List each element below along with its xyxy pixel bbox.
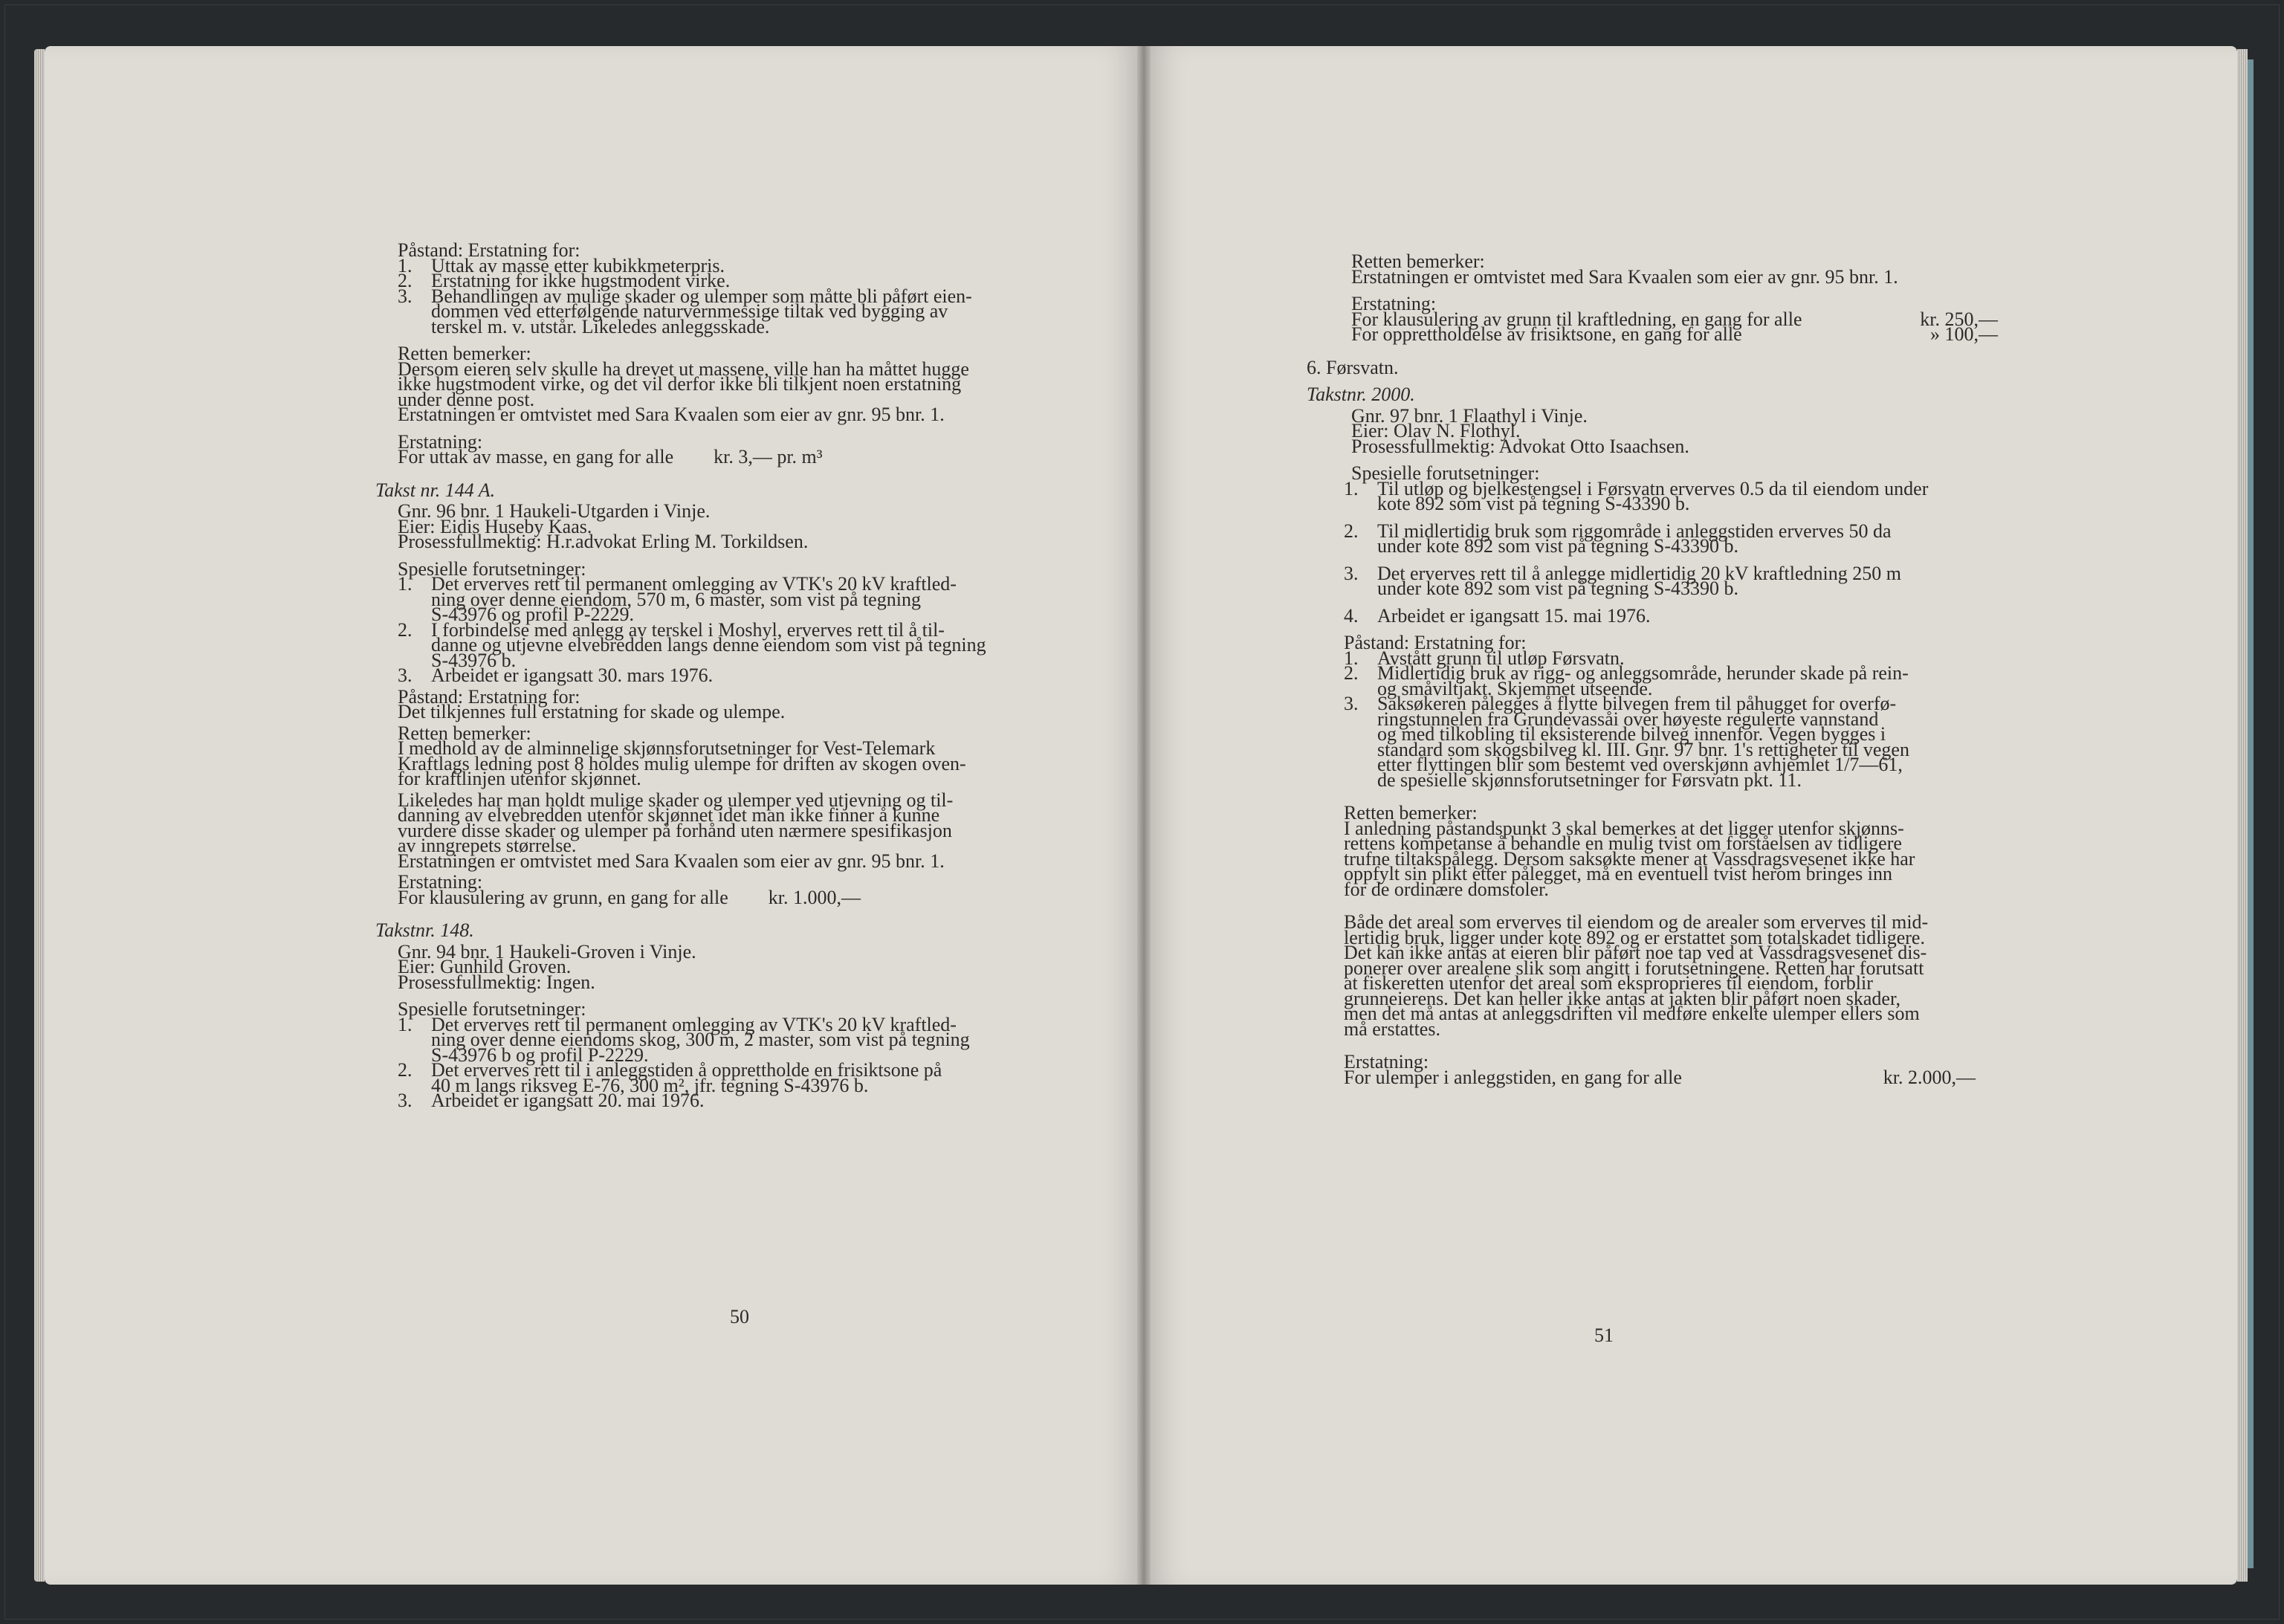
court-heading: Retten bemerker:: [1344, 802, 1478, 824]
claim-item: 3. Behandlingen av mulige skader og ulemper som måtte bli påført eien- dommen ved etterfølgende naturvernmessige tiltak ved bygging av terskel m. v. utstår. Likeledes anleggsskade.: [398, 285, 972, 337]
claim-heading: Påstand: Erstatning for:: [398, 685, 580, 708]
claim-heading: Påstand: Erstatning for:: [1344, 632, 1527, 653]
book-gutter: [1137, 46, 1151, 1585]
page-number: 51: [1594, 1324, 1614, 1346]
page-stack-right: [2237, 49, 2248, 1582]
condition-item: 2. Det erverves rett til i anleggstiden å opprettholde en frisiktsone på 40 m langs riksveg E-76, 300 m², jfr. tegning S-43976 b.: [398, 1059, 942, 1096]
condition-item: 1. Det erverves rett til permanent omlegging av VTK's 20 kV kraftled- ning over denne eiendoms skog, 300 m, 2 master, som vist på tegning S-43976 b og profil P-2229.: [398, 1013, 970, 1066]
compensation-heading: Erstatning:: [1344, 1051, 1429, 1073]
property-info: Gnr. 96 bnr. 1 Haukeli-Utgarden i Vinje. Eier: Eidis Huseby Kaas. Prosessfullmektig: H.r.advokat Erling M. Torkildsen.: [398, 500, 809, 552]
claim-list: [1344, 647, 2050, 791]
condition-item: 3. Arbeidet er igangsatt 20. mai 1976.: [398, 1090, 705, 1111]
court-heading: Retten bemerker:: [1351, 250, 1485, 272]
claim-item: 1. Avstått grunn til utløp Førsvatn.: [1344, 647, 1625, 669]
condition-item: 2. I forbindelse med anlegg av terskel i Moshyl, erverves rett til å til- danne og utjevne elvebredden langs denne eiendom som vist på tegning S-43976 b.: [398, 618, 986, 671]
court-heading: Retten bemerker:: [398, 722, 531, 744]
claim-text: Det tilkjennes full erstatning for skade og ulempe.: [398, 701, 786, 722]
right-page: [1151, 46, 2237, 1585]
cover-edge: [2248, 59, 2254, 1568]
property-info: Gnr. 97 bnr. 1 Flaathyl i Vinje. Eier: Olav N. Flothyl. Prosessfullmektig: Advokat Otto Isaachsen.: [1351, 404, 1689, 457]
claim-list: [398, 254, 1074, 337]
condition-item: 2. Til midlertidig bruk som riggområde i anleggstiden erverves 50 da under kote 892 som vist på tegning S-43390 b.: [1344, 520, 1892, 557]
takst-title: Takstnr. 148.: [375, 919, 474, 941]
conditions-heading: Spesielle forutsetninger:: [398, 998, 586, 1020]
claim-item: 3. Saksøkeren pålegges å flytte bilvegen frem til påhugget for overfø- ringstunnelen fra Grundevassåi over høyeste regulerte vannstand og med tilkobling til eksisterende bilveg innenfor. Vegen bygges i standard som skogsbilveg kl. III. Gnr. 97 bnr. 1's rettigheter til vegen etter flyttingen blir som bestemt ved overskjønn avhjemlet 1/7—61, de spesielle skjønnsforutsetninger for Førsvatn pkt. 11.: [1344, 693, 1909, 791]
section-heading: 6. Førsvatn.: [1307, 356, 1399, 378]
condition-item: 1. Det erverves rett til permanent omlegging av VTK's 20 kV kraftled- ning over denne eiendom, 570 m, 6 master, som vist på tegning S-43976 og profil P-2229.: [398, 573, 957, 625]
property-info: Gnr. 94 bnr. 1 Haukeli-Groven i Vinje. Eier: Gunhild Groven. Prosessfullmektig: Ingen.: [398, 940, 696, 993]
conditions-list: [398, 1013, 1074, 1111]
court-remarks: Dersom eieren selv skulle ha drevet ut massene, ville han ha måttet hugge ikke hugstmodent virke, og det vil derfor ikke bli tilkjent noen erstatning under denne post. Erstatningen er omtvistet med Sara Kvaalen som eier av gnr. 95 bnr. 1.: [398, 358, 969, 425]
court-remarks: I medhold av de alminnelige skjønnsforutsetninger for Vest-Telemark Kraftlags ledning post 8 holdes mulig ulempe for driften av skogen oven- for kraftlinjen utenfor skjønnet. Likeledes har man holdt mulige skader og ulemper ved utjevning og til- danning av elvebredden utenfor skjønnet idet man ikke finner å kunne vurdere disse skader og ulemper på forhånd uten nærmere spesifikasjon av inngrepets størrelse. Erstatningen er omtvistet med Sara Kvaalen som eier av gnr. 95 bnr. 1.: [398, 737, 966, 872]
condition-item: 3. Det erverves rett til å anlegge midlertidig 20 kV kraftledning 250 m under kote 892 som vist på tegning S-43390 b.: [1344, 562, 1901, 599]
claim-item: 2. Erstatning for ikke hugstmodent virke.: [398, 270, 731, 291]
conditions-heading: Spesielle forutsetninger:: [398, 557, 586, 580]
claim-item: 1. Uttak av masse etter kubikkmeterpris.: [398, 254, 725, 276]
takst-title: Takstnr. 2000.: [1307, 384, 1415, 405]
compensation-heading: Erstatning:: [398, 430, 483, 453]
compensation-row: For opprettholdelse av frisiktsone, en gang for alle » 100,—: [1351, 323, 1998, 345]
compensation-row: For klausulering av grunn til kraftledning, en gang for alle kr. 250,—: [1351, 308, 1998, 330]
conditions-heading: Spesielle forutsetninger:: [1351, 462, 1540, 484]
compensation-row: For ulemper i anleggstiden, en gang for alle kr. 2.000,—: [1344, 1066, 1976, 1088]
condition-item: 1. Til utløp og bjelkestengsel i Førsvatn erverves 0.5 da til eiendom under kote 892 som vist på tegning S-43390 b.: [1344, 477, 1929, 514]
left-page: [45, 46, 1137, 1585]
right-text-column: [1307, 250, 2050, 1088]
takst-title: Takst nr. 144 A.: [375, 479, 496, 501]
conditions-list: [1344, 477, 2050, 627]
page-number: 50: [730, 1306, 749, 1327]
compensation-heading: Erstatning:: [398, 871, 483, 893]
claim-heading: Påstand: Erstatning for:: [398, 239, 580, 261]
compensation-heading: Erstatning:: [1351, 293, 1437, 314]
page-stack-left: [34, 49, 45, 1582]
compensation-row: For uttak av masse, en gang for alle kr. 3,— pr. m³: [398, 446, 823, 468]
court-remarks: I anledning påstandspunkt 3 skal bemerkes at det ligger utenfor skjønns- rettens kompetanse å behandle en mulig tvist om forståelsen av tidligere trufne tiltakspålegg. Dersom saksøkte mener at Vassdragsvesenet ikke har oppfylt sin plikt etter pålegget, må en eventuell tvist herom bringes inn for de ordinære domstoler. Både det areal som erverves til eiendom og de arealer som erverves til mid- lertidig bruk, ligger under kote 892 og er erstattet som totalskadet tidligere. Det kan ikke antas at eieren blir påført noe tap ved at Vassdragsvesenet dis- ponerer over arealene slik som angitt i forutsetningene. Retten har forutsatt at fiskeretten utenfor det areal som eksproprieres til eiendom, forblir grunneierens. Det kan heller ikke antas at jakten blir påført noen skader, men det må antas at anleggsdriften vil medføre enkelte ulemper ellers som må erstattes.: [1344, 817, 1929, 1040]
condition-item: 3. Arbeidet er igangsatt 30. mars 1976.: [398, 664, 714, 686]
claim-item: 2. Midlertidig bruk av rigg- og anleggsområde, herunder skade på rein- og småviltjakt. Skjemmet utseende.: [1344, 662, 1909, 699]
court-remarks: Erstatningen er omtvistet med Sara Kvaalen som eier av gnr. 95 bnr. 1.: [1351, 265, 1898, 288]
court-heading: Retten bemerker:: [398, 343, 531, 364]
compensation-row: For klausulering av grunn, en gang for alle kr. 1.000,—: [398, 886, 861, 908]
conditions-list: [398, 573, 1074, 686]
left-text-column: [375, 239, 1074, 1111]
condition-item: 4. Arbeidet er igangsatt 15. mai 1976.: [1344, 604, 1651, 627]
